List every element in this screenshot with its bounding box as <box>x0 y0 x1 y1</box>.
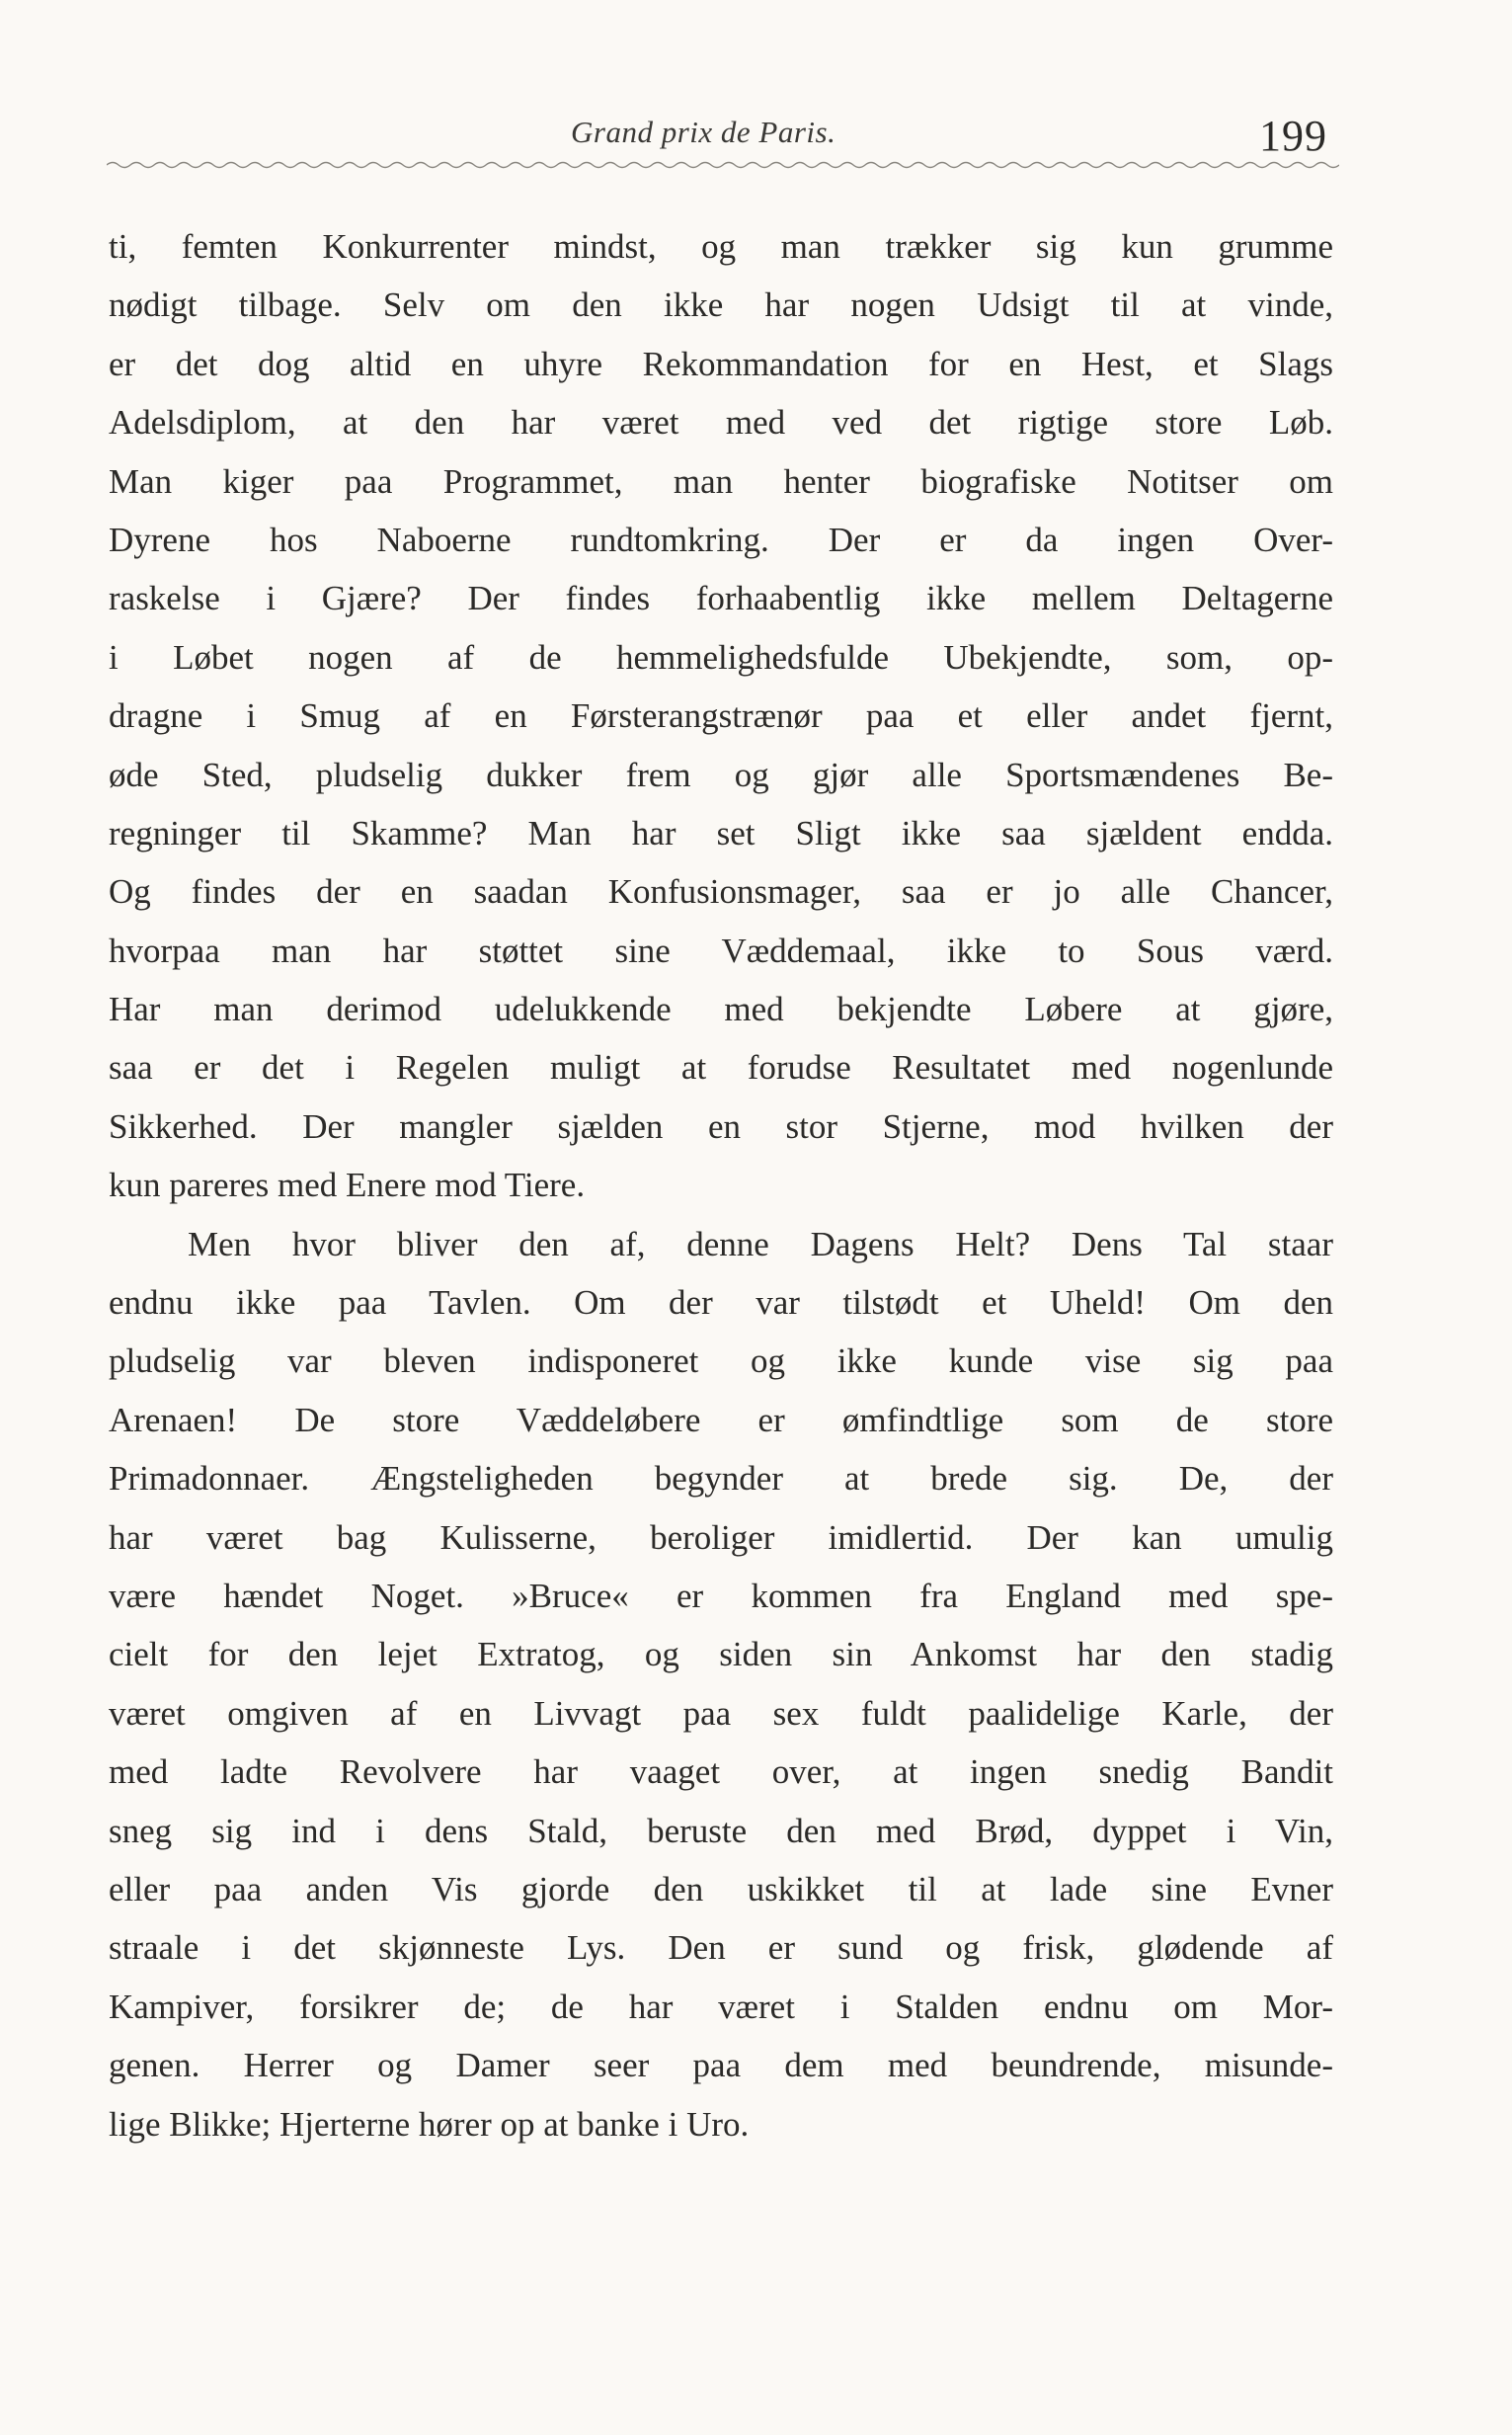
text-line: være hændet Noget. »Bruce« er kommen fra England med spe- <box>109 1576 1333 1615</box>
text-line: Kampiver, forsikrer de; de har været i Stalden endnu om Mor- <box>109 1987 1333 2026</box>
text-line: cielt for den lejet Extratog, og siden sin Ankomst har den stadig <box>109 1635 1333 1674</box>
page-number: 199 <box>1259 112 1327 160</box>
text-line: eller paa anden Vis gjorde den uskikket til at lade sine Evner <box>109 1869 1333 1908</box>
text-line: med ladte Revolvere har vaaget over, at ingen snedig Bandit <box>109 1752 1333 1792</box>
decorative-wavy-rule <box>107 158 1339 172</box>
text-line: sneg sig ind i dens Stald, beruste den med Brød, dyppet i Vin, <box>109 1811 1333 1850</box>
text-line: Har man derimod udelukkende med bekjendte Løbere at gjøre, <box>109 990 1333 1029</box>
text-line: nødigt tilbage. Selv om den ikke har nogen Udsigt til at vinde, <box>109 285 1333 325</box>
text-line: genen. Herrer og Damer seer paa dem med beundrende, misunde- <box>109 2046 1333 2085</box>
text-line: Primadonnaer. Ængsteligheden begynder at brede sig. De, der <box>109 1459 1333 1499</box>
text-line: Arenaen! De store Væddeløbere er ømfindtlige som de store <box>109 1400 1333 1439</box>
text-line: raskelse i Gjære? Der findes forhaabentlig ikke mellem Deltagerne <box>109 579 1333 618</box>
text-line: straale i det skjønneste Lys. Den er sund og frisk, glødende af <box>109 1928 1333 1968</box>
text-line: i Løbet nogen af de hemmelighedsfulde Ubekjendte, som, op- <box>109 637 1333 677</box>
text-line: Adelsdiplom, at den har været med ved det rigtige store Løb. <box>109 403 1333 443</box>
text-line: Dyrene hos Naboerne rundtomkring. Der er da ingen Over- <box>109 520 1333 559</box>
text-line: lige Blikke; Hjerterne hører op at banke i Uro. <box>109 2104 750 2144</box>
text-line: har været bag Kulisserne, beroliger imidlertid. Der kan umulig <box>109 1517 1333 1557</box>
text-line: dragne i Smug af en Førsterangstrænør paa et eller andet fjernt, <box>109 696 1333 736</box>
text-line: er det dog altid en uhyre Rekommandation for en Hest, et Slags <box>109 344 1333 383</box>
text-line: saa er det i Regelen muligt at forudse Resultatet med nogenlunde <box>109 1048 1333 1088</box>
body-text <box>109 217 1333 2153</box>
text-line: ti, femten Konkurrenter mindst, og man trækker sig kun grumme <box>109 227 1333 266</box>
text-line: endnu ikke paa Tavlen. Om der var tilstødt et Uheld! Om den <box>109 1283 1333 1323</box>
text-line: øde Sted, pludselig dukker frem og gjør alle Sportsmændenes Be- <box>109 755 1333 794</box>
text-line: Og findes der en saadan Konfusionsmager, saa er jo alle Chancer, <box>109 872 1333 912</box>
text-line: Sikkerhed. Der mangler sjælden en stor Stjerne, mod hvilken der <box>109 1106 1333 1146</box>
text-line: Man kiger paa Programmet, man henter biografiske Notitser om <box>109 461 1333 501</box>
text-line: regninger til Skamme? Man har set Sligt ikke saa sjældent endda. <box>109 813 1333 852</box>
text-line: Men hvor bliver den af, denne Dagens Helt? Dens Tal staar <box>188 1224 1333 1263</box>
text-line: pludselig var bleven indisponeret og ikke kunde vise sig paa <box>109 1341 1333 1381</box>
text-line: kun pareres med Enere mod Tiere. <box>109 1166 586 1205</box>
page-header <box>107 97 1339 176</box>
running-title: Grand prix de Paris. <box>571 115 836 149</box>
text-line: hvorpaa man har støttet sine Væddemaal, ikke to Sous værd. <box>109 931 1333 970</box>
text-line: været omgiven af en Livvagt paa sex fuldt paalidelige Karle, der <box>109 1693 1333 1733</box>
